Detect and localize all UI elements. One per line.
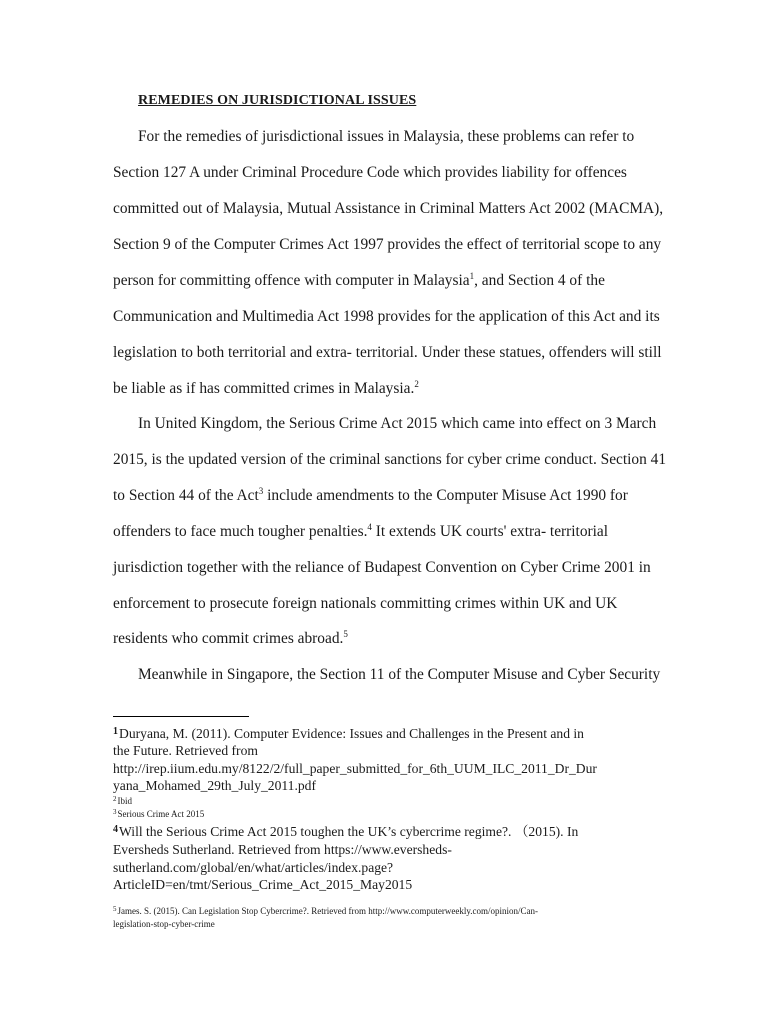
body-line	[113, 271, 605, 291]
footnote-5	[113, 905, 538, 918]
footnote-4	[113, 823, 578, 841]
body-text: to Section 44 of the Act	[113, 487, 259, 504]
footnote-ref: 3	[258, 486, 264, 496]
body-line: 2015, is the updated version of the criminal sanctions for cyber crime conduct. Section 41	[113, 451, 667, 468]
footnote-url[interactable]: sutherland.com/global/en/what/articles/index.page?	[113, 860, 394, 875]
footnote-text: Duryana, M. (2011). Computer Evidence: Issues and Challenges in the Present and in	[119, 726, 584, 741]
footnote-3	[113, 808, 204, 821]
body-line: committed out of Malaysia, Mutual Assistance in Criminal Matters Act 2002 (MACMA),	[113, 200, 664, 217]
body-line	[113, 522, 608, 542]
footnote-text: Serious Crime Act 2015	[117, 809, 205, 819]
footnote-mark: 5	[113, 905, 117, 913]
body-text: person for committing offence with computer in Malaysia	[113, 272, 470, 289]
body-line: jurisdiction together with the reliance of Budapest Convention on Cyber Crime 2001 in	[113, 559, 651, 576]
body-line: In United Kingdom, the Serious Crime Act 2015 which came into effect on 3 March	[138, 415, 657, 432]
footnote-mark: 1	[113, 726, 118, 737]
body-line: Communication and Multimedia Act 1998 provides for the application of this Act and its	[113, 308, 660, 325]
footnote-text: Ibid	[117, 796, 132, 806]
body-line: legislation to both territorial and extra- territorial. Under these statues, offenders will still	[113, 344, 662, 361]
footnote-line: Eversheds Sutherland. Retrieved from https://www.eversheds-	[113, 842, 452, 857]
footnote-text: James. S. (2015). Can Legislation Stop Cybercrime?. Retrieved from http://www.computerweekly.com/opinion/Can-	[117, 906, 538, 916]
footnote-url[interactable]: legislation-stop-cyber-crime	[113, 919, 215, 929]
footnote-url[interactable]: ArticleID=en/tmt/Serious_Crime_Act_2015_May2015	[113, 877, 413, 892]
footnote-ref: 4	[367, 522, 372, 532]
body-text: It extends UK courts' extra- territorial	[371, 523, 609, 540]
footnote-mark: 2	[113, 795, 117, 803]
body-line: Meanwhile in Singapore, the Section 11 of the Computer Misuse and Cyber Security	[138, 666, 661, 683]
footnote-url[interactable]: http://irep.iium.edu.my/8122/2/full_paper_submitted_for_6th_UUM_ILC_2011_Dr_Dur	[113, 761, 597, 776]
section-heading: REMEDIES ON JURISDICTIONAL ISSUES	[138, 93, 417, 108]
footnote-2	[113, 795, 132, 808]
footnote-mark: 3	[113, 808, 117, 816]
footnote-url[interactable]: yana_Mohamed_29th_July_2011.pdf	[113, 778, 316, 793]
body-text: , and Section 4 of the	[474, 272, 605, 289]
body-line	[113, 486, 628, 506]
body-line: enforcement to prosecute foreign nationals committing crimes within UK and UK	[113, 595, 618, 612]
body-line	[113, 629, 348, 649]
footnote-ref: 5	[343, 629, 348, 639]
footnote-line: the Future. Retrieved from	[113, 743, 258, 758]
body-line: Section 127 A under Criminal Procedure Code which provides liability for offences	[113, 164, 627, 181]
footnote-mark: 4	[113, 824, 118, 835]
body-text: be liable as if has committed crimes in Malaysia.	[113, 380, 415, 397]
body-text: include amendments to the Computer Misuse Act 1990 for	[263, 487, 628, 504]
body-line: For the remedies of jurisdictional issues in Malaysia, these problems can refer to	[138, 128, 635, 145]
body-line	[113, 379, 419, 399]
footnote-separator	[113, 716, 249, 717]
footnote-ref: 1	[469, 271, 475, 281]
footnote-1	[113, 725, 584, 743]
footnote-ref: 2	[414, 379, 419, 389]
body-text: offenders to face much tougher penalties.	[113, 523, 368, 540]
body-text: residents who commit crimes abroad.	[113, 630, 344, 647]
footnote-text: Will the Serious Crime Act 2015 toughen the UK’s cybercrime regime?. （2015). In	[119, 824, 579, 839]
body-line: Section 9 of the Computer Crimes Act 1997 provides the effect of territorial scope to any	[113, 236, 662, 253]
